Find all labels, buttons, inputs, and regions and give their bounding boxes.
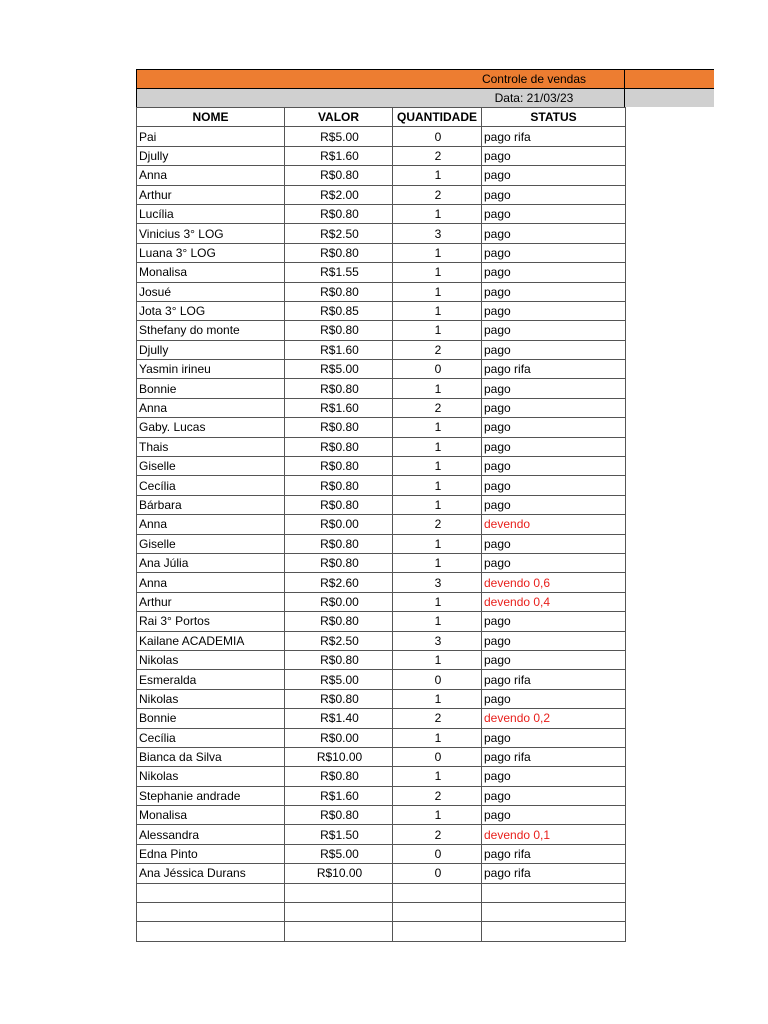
cell-status[interactable]: pago [482, 728, 626, 747]
cell-quantidade[interactable]: 2 [393, 398, 482, 417]
cell-name[interactable]: Thais [137, 437, 285, 456]
cell-name[interactable]: Monalisa [137, 263, 285, 282]
table-row [137, 767, 626, 786]
cell-quantidade[interactable]: 2 [393, 185, 482, 204]
cell-quantidade[interactable]: 2 [393, 515, 482, 534]
cell-quantidade[interactable]: 1 [393, 767, 482, 786]
cell-name[interactable]: Monalisa [137, 806, 285, 825]
cell-quantidade[interactable]: 0 [393, 670, 482, 689]
cell-status[interactable]: pago [482, 379, 626, 398]
cell-name[interactable]: Cecília [137, 476, 285, 495]
sheet-date: Data: 21/03/23 [494, 91, 574, 105]
cell-name[interactable]: Rai 3° Portos [137, 612, 285, 631]
cell-status[interactable]: pago [482, 398, 626, 417]
table-row [137, 166, 626, 185]
cell-status[interactable]: pago [482, 146, 626, 165]
cell-valor[interactable]: R$0.80 [285, 612, 393, 631]
cell-name[interactable]: Lucília [137, 204, 285, 223]
cell-name[interactable]: Esmeralda [137, 670, 285, 689]
cell-quantidade[interactable]: 1 [393, 282, 482, 301]
cell-quantidade[interactable]: 1 [393, 592, 482, 611]
cell-valor[interactable]: R$0.00 [285, 515, 393, 534]
table-row [137, 321, 626, 340]
cell-status[interactable]: pago [482, 650, 626, 669]
cell-status[interactable]: pago [482, 495, 626, 514]
cell-quantidade[interactable]: 2 [393, 786, 482, 805]
cell-valor[interactable]: R$1.60 [285, 146, 393, 165]
table-row [137, 786, 626, 805]
cell-valor[interactable]: R$1.60 [285, 786, 393, 805]
cell-name[interactable]: Bonnie [137, 379, 285, 398]
cell-valor[interactable]: R$0.80 [285, 476, 393, 495]
cell-quantidade[interactable]: 0 [393, 360, 482, 379]
cell-status[interactable]: pago [482, 185, 626, 204]
cell-status[interactable]: pago [482, 767, 626, 786]
cell-quantidade[interactable]: 3 [393, 631, 482, 650]
table-row [137, 243, 626, 262]
table-row [137, 534, 626, 553]
cell-status[interactable]: pago [482, 612, 626, 631]
cell-valor[interactable]: R$10.00 [285, 747, 393, 766]
cell-name[interactable]: Ana Jéssica Durans [137, 864, 285, 883]
cell-valor[interactable]: R$1.50 [285, 825, 393, 844]
table-row [137, 573, 626, 592]
cell-valor[interactable]: R$0.80 [285, 321, 393, 340]
cell-valor[interactable]: R$0.80 [285, 166, 393, 185]
cell-valor[interactable]: R$0.80 [285, 243, 393, 262]
table-row [137, 844, 626, 863]
cell-name[interactable]: Vinicius 3° LOG [137, 224, 285, 243]
cell-name-empty[interactable] [137, 903, 285, 922]
cell-status[interactable]: pago [482, 806, 626, 825]
table-row [137, 515, 626, 534]
cell-status[interactable]: pago [482, 631, 626, 650]
cell-name[interactable]: Nikolas [137, 650, 285, 669]
cell-quantidade[interactable]: 3 [393, 224, 482, 243]
cell-valor[interactable]: R$0.80 [285, 650, 393, 669]
table-row [137, 709, 626, 728]
cell-valor[interactable]: R$0.80 [285, 457, 393, 476]
cell-quantidade[interactable]: 2 [393, 825, 482, 844]
table-row [137, 282, 626, 301]
table-row [137, 457, 626, 476]
header-quantidade[interactable]: QUANTIDADE [393, 108, 482, 127]
table-row [137, 495, 626, 514]
cell-status[interactable]: pago rifa [482, 127, 626, 146]
cell-name[interactable]: Djully [137, 146, 285, 165]
cell-valor[interactable]: R$1.60 [285, 398, 393, 417]
table-row [137, 127, 626, 146]
table-row [137, 612, 626, 631]
cell-status[interactable]: pago [482, 457, 626, 476]
cell-quantidade[interactable]: 3 [393, 573, 482, 592]
cell-valor[interactable]: R$0.80 [285, 204, 393, 223]
cell-valor[interactable]: R$0.85 [285, 301, 393, 320]
cell-valor[interactable]: R$0.80 [285, 767, 393, 786]
cell-status[interactable]: pago [482, 243, 626, 262]
cell-valor-empty[interactable] [285, 903, 393, 922]
cell-name[interactable]: Stephanie andrade [137, 786, 285, 805]
cell-quantidade[interactable]: 2 [393, 146, 482, 165]
cell-name[interactable]: Anna [137, 515, 285, 534]
cell-status[interactable]: pago [482, 301, 626, 320]
table-row [137, 418, 626, 437]
sheet-title: Controle de vendas [481, 72, 587, 86]
cell-quantidade[interactable]: 1 [393, 263, 482, 282]
cell-quantidade[interactable]: 2 [393, 709, 482, 728]
cell-valor[interactable]: R$5.00 [285, 360, 393, 379]
table-row [137, 747, 626, 766]
cell-quantidade[interactable]: 1 [393, 806, 482, 825]
cell-name[interactable]: Josué [137, 282, 285, 301]
empty-row [137, 922, 626, 941]
table-row [137, 379, 626, 398]
cell-valor[interactable]: R$1.40 [285, 709, 393, 728]
cell-status[interactable]: pago [482, 166, 626, 185]
cell-name[interactable]: Giselle [137, 457, 285, 476]
cell-valor[interactable]: R$2.50 [285, 224, 393, 243]
cell-status[interactable]: pago [482, 476, 626, 495]
cell-status[interactable]: pago rifa [482, 844, 626, 863]
cell-valor[interactable]: R$0.80 [285, 379, 393, 398]
header-row [137, 108, 626, 127]
cell-valor[interactable]: R$5.00 [285, 127, 393, 146]
table-row [137, 728, 626, 747]
cell-valor[interactable]: R$5.00 [285, 670, 393, 689]
cell-name[interactable]: Bárbara [137, 495, 285, 514]
cell-status[interactable]: pago [482, 204, 626, 223]
cell-quantidade[interactable]: 1 [393, 612, 482, 631]
cell-name[interactable]: Jota 3° LOG [137, 301, 285, 320]
cell-quantidade[interactable]: 0 [393, 127, 482, 146]
cell-status-empty[interactable] [482, 883, 626, 902]
cell-status[interactable]: pago [482, 534, 626, 553]
cell-quantidade[interactable]: 1 [393, 418, 482, 437]
cell-name[interactable]: Nikolas [137, 767, 285, 786]
cell-name[interactable]: Anna [137, 166, 285, 185]
cell-name[interactable]: Anna [137, 573, 285, 592]
cell-quantidade[interactable]: 0 [393, 864, 482, 883]
cell-status[interactable]: pago [482, 689, 626, 708]
date-band [136, 88, 714, 107]
cell-status[interactable]: pago [482, 263, 626, 282]
header-name[interactable]: NOME [137, 108, 285, 127]
cell-quantidade[interactable]: 1 [393, 728, 482, 747]
cell-valor[interactable]: R$1.60 [285, 340, 393, 359]
cell-status[interactable]: pago [482, 321, 626, 340]
cell-name[interactable]: Anna [137, 398, 285, 417]
cell-quantidade-empty[interactable] [393, 922, 482, 941]
table-row [137, 185, 626, 204]
cell-valor[interactable]: R$2.00 [285, 185, 393, 204]
cell-quantidade[interactable]: 1 [393, 243, 482, 262]
table-row [137, 864, 626, 883]
cell-valor[interactable]: R$10.00 [285, 864, 393, 883]
cell-valor[interactable]: R$0.80 [285, 495, 393, 514]
cell-valor[interactable]: R$0.80 [285, 534, 393, 553]
cell-status-empty[interactable] [482, 903, 626, 922]
cell-quantidade[interactable]: 2 [393, 340, 482, 359]
cell-name[interactable]: Djully [137, 340, 285, 359]
cell-status[interactable]: pago [482, 340, 626, 359]
cell-name[interactable]: Sthefany do monte [137, 321, 285, 340]
frame-left-border [136, 69, 137, 108]
cell-valor[interactable]: R$0.80 [285, 689, 393, 708]
title-band [136, 69, 714, 88]
table-row [137, 592, 626, 611]
cell-status[interactable]: pago rifa [482, 747, 626, 766]
cell-quantidade[interactable]: 0 [393, 747, 482, 766]
table-row [137, 553, 626, 572]
cell-status[interactable]: devendo 0,6 [482, 573, 626, 592]
table-row [137, 476, 626, 495]
cell-status[interactable]: pago [482, 437, 626, 456]
cell-quantidade[interactable]: 1 [393, 495, 482, 514]
cell-name[interactable]: Arthur [137, 592, 285, 611]
cell-valor-empty[interactable] [285, 883, 393, 902]
cell-status[interactable]: pago [482, 418, 626, 437]
cell-name[interactable]: Bianca da Silva [137, 747, 285, 766]
cell-status[interactable]: pago [482, 786, 626, 805]
cell-quantidade[interactable]: 1 [393, 457, 482, 476]
table-row [137, 301, 626, 320]
table-row [137, 806, 626, 825]
cell-name[interactable]: Edna Pinto [137, 844, 285, 863]
cell-name-empty[interactable] [137, 883, 285, 902]
cell-valor[interactable]: R$2.50 [285, 631, 393, 650]
cell-valor[interactable]: R$0.00 [285, 728, 393, 747]
table-row [137, 146, 626, 165]
cell-name[interactable]: Yasmin irineu [137, 360, 285, 379]
cell-valor[interactable]: R$0.80 [285, 806, 393, 825]
cell-name[interactable]: Kailane ACADEMIA [137, 631, 285, 650]
cell-quantidade[interactable]: 1 [393, 650, 482, 669]
header-valor[interactable]: VALOR [285, 108, 393, 127]
cell-quantidade[interactable]: 1 [393, 379, 482, 398]
cell-status[interactable]: pago rifa [482, 864, 626, 883]
cell-quantidade[interactable]: 1 [393, 534, 482, 553]
table-row [137, 204, 626, 223]
cell-name[interactable]: Alessandra [137, 825, 285, 844]
table-row [137, 360, 626, 379]
table-row [137, 825, 626, 844]
cell-quantidade-empty[interactable] [393, 883, 482, 902]
cell-name-empty[interactable] [137, 922, 285, 941]
cell-name[interactable]: Giselle [137, 534, 285, 553]
table-row [137, 224, 626, 243]
table-row [137, 670, 626, 689]
cell-valor-empty[interactable] [285, 922, 393, 941]
table-row [137, 340, 626, 359]
cell-status[interactable]: devendo [482, 515, 626, 534]
table-row [137, 263, 626, 282]
cell-quantidade[interactable]: 1 [393, 166, 482, 185]
table-row [137, 437, 626, 456]
cell-valor[interactable]: R$0.80 [285, 553, 393, 572]
cell-status[interactable]: pago [482, 224, 626, 243]
cell-quantidade[interactable]: 1 [393, 689, 482, 708]
cell-status[interactable]: devendo 0,2 [482, 709, 626, 728]
cell-quantidade[interactable]: 1 [393, 204, 482, 223]
cell-quantidade[interactable]: 0 [393, 844, 482, 863]
cell-status-empty[interactable] [482, 922, 626, 941]
cell-name[interactable]: Arthur [137, 185, 285, 204]
cell-quantidade[interactable]: 1 [393, 301, 482, 320]
table-row [137, 631, 626, 650]
cell-quantidade[interactable]: 1 [393, 553, 482, 572]
cell-valor[interactable]: R$2.60 [285, 573, 393, 592]
cell-quantidade[interactable]: 1 [393, 321, 482, 340]
cell-quantidade[interactable]: 1 [393, 437, 482, 456]
empty-row [137, 903, 626, 922]
table-row [137, 650, 626, 669]
cell-name[interactable]: Gaby. Lucas [137, 418, 285, 437]
cell-status[interactable]: pago [482, 282, 626, 301]
cell-quantidade[interactable]: 1 [393, 476, 482, 495]
cell-name[interactable]: Cecília [137, 728, 285, 747]
table-row [137, 398, 626, 417]
cell-status[interactable]: pago rifa [482, 360, 626, 379]
empty-row [137, 883, 626, 902]
cell-valor[interactable]: R$0.80 [285, 437, 393, 456]
cell-status[interactable]: devendo 0,4 [482, 592, 626, 611]
cell-status[interactable]: devendo 0,1 [482, 825, 626, 844]
cell-valor[interactable]: R$0.80 [285, 418, 393, 437]
frame-right-border [624, 69, 625, 108]
cell-name[interactable]: Ana Júlia [137, 553, 285, 572]
cell-quantidade-empty[interactable] [393, 903, 482, 922]
cell-status[interactable]: pago rifa [482, 670, 626, 689]
cell-valor[interactable]: R$5.00 [285, 844, 393, 863]
cell-valor[interactable]: R$1.55 [285, 263, 393, 282]
sales-table [136, 107, 626, 942]
header-status[interactable]: STATUS [482, 108, 626, 127]
cell-name[interactable]: Nikolas [137, 689, 285, 708]
cell-valor[interactable]: R$0.00 [285, 592, 393, 611]
table-row [137, 689, 626, 708]
cell-name[interactable]: Luana 3° LOG [137, 243, 285, 262]
cell-name[interactable]: Pai [137, 127, 285, 146]
cell-name[interactable]: Bonnie [137, 709, 285, 728]
cell-valor[interactable]: R$0.80 [285, 282, 393, 301]
cell-status[interactable]: pago [482, 553, 626, 572]
